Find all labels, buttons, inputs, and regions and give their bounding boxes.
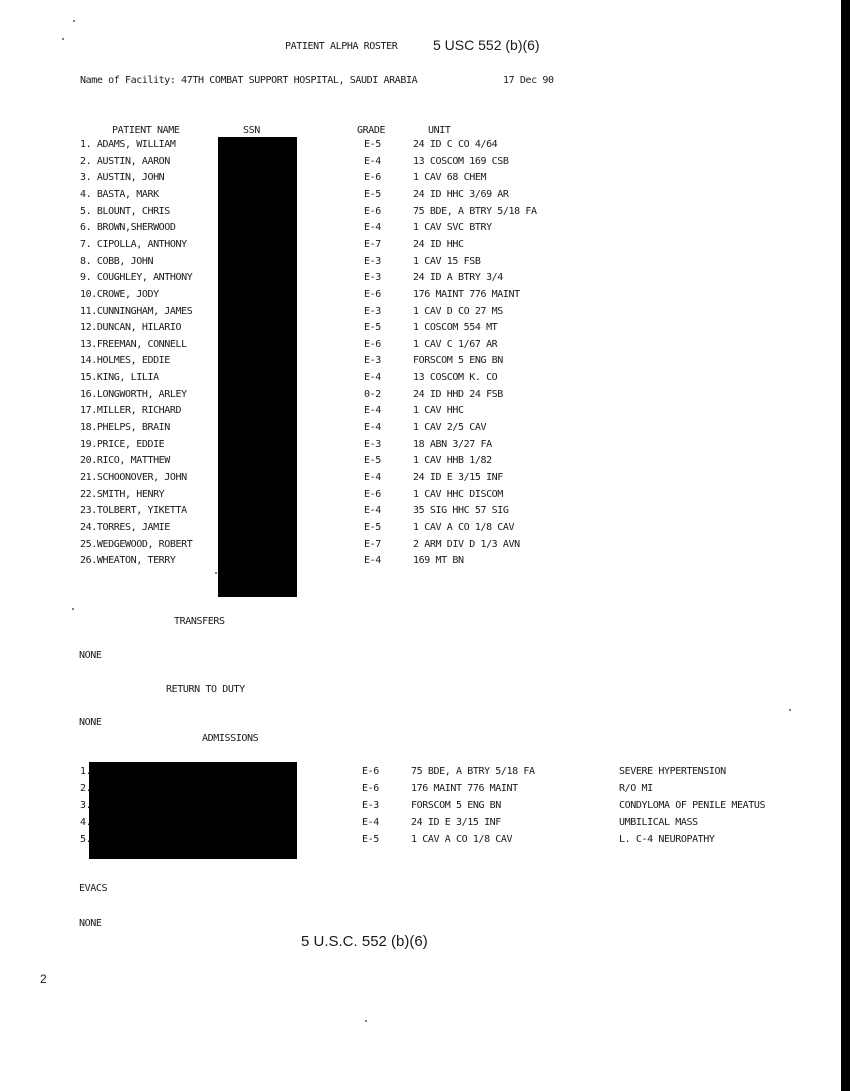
- grade-cell: E-4: [364, 155, 381, 167]
- unit-cell: 1 CAV 68 CHEM: [413, 172, 487, 184]
- admission-number: 4.: [80, 817, 92, 828]
- transfers-value: NONE: [79, 650, 102, 661]
- unit-cell: 1 COSCOM 554 MT: [413, 322, 498, 334]
- grade-cell: E-5: [364, 521, 381, 533]
- admissions-redaction-block: [89, 762, 297, 859]
- grade-cell: E-6: [364, 338, 381, 350]
- patient-name-cell: 15.KING, LILIA: [80, 372, 159, 384]
- grade-cell: E-6: [362, 783, 379, 794]
- unit-cell: 1 CAV 15 FSB: [413, 255, 481, 267]
- unit-cell: FORSCOM 5 ENG BN: [411, 800, 501, 811]
- patient-name-cell: 7. CIPOLLA, ANTHONY: [80, 238, 187, 250]
- patient-name-cell: 20.RICO, MATTHEW: [80, 455, 170, 467]
- admission-number: 2.: [80, 783, 92, 794]
- unit-cell: 24 ID HHD 24 FSB: [413, 388, 503, 400]
- diagnosis-cell: L. C-4 NEUROPATHY: [619, 834, 715, 845]
- grade-cell: E-5: [362, 834, 379, 845]
- diagnosis-cell: R/O MI: [619, 783, 653, 794]
- grade-cell: E-5: [364, 139, 381, 150]
- patient-name-cell: 17.MILLER, RICHARD: [80, 405, 182, 417]
- unit-cell: 1 CAV SVC BTRY: [413, 222, 492, 234]
- patient-name-cell: 21.SCHOONOVER, JOHN: [80, 472, 187, 483]
- unit-cell: 35 SIG HHC 57 SIG: [413, 505, 509, 517]
- patient-name-cell: 11.CUNNINGHAM, JAMES: [80, 305, 193, 317]
- patient-name-cell: 25.WEDGEWOOD, ROBERT: [80, 538, 193, 550]
- grade-cell: E-3: [362, 800, 379, 811]
- admission-number: 3.: [80, 800, 92, 811]
- grade-cell: E-4: [364, 555, 381, 567]
- scan-speck: [72, 608, 74, 610]
- unit-cell: 24 ID A BTRY 3/4: [413, 272, 503, 284]
- unit-cell: 169 MT BN: [413, 555, 464, 567]
- grade-cell: E-3: [364, 272, 381, 284]
- grade-cell: E-5: [364, 322, 381, 334]
- unit-cell: 24 ID HHC: [413, 238, 464, 250]
- patient-name-cell: 18.PHELPS, BRAIN: [80, 422, 170, 434]
- grade-cell: E-3: [364, 438, 381, 450]
- unit-cell: 24 ID C CO 4/64: [413, 139, 498, 150]
- unit-cell: 1 CAV HHC: [413, 405, 464, 417]
- patient-name-cell: 23.TOLBERT, YIKETTA: [80, 505, 187, 517]
- return-to-duty-heading: RETURN TO DUTY: [166, 684, 245, 695]
- col-ssn: SSN: [243, 125, 260, 136]
- report-date: 17 Dec 90: [503, 75, 554, 86]
- unit-cell: 13 COSCOM 169 CSB: [413, 155, 509, 167]
- patient-name-cell: 10.CROWE, JODY: [80, 288, 159, 300]
- unit-cell: 24 ID E 3/15 INF: [411, 817, 501, 828]
- exemption-stamp-bottom: 5 U.S.C. 552 (b)(6): [301, 933, 428, 950]
- unit-cell: 24 ID HHC 3/69 AR: [413, 188, 509, 200]
- col-patient-name: PATIENT NAME: [112, 125, 180, 136]
- evacs-heading: EVACS: [79, 883, 108, 894]
- unit-cell: 1 CAV A CO 1/8 CAV: [413, 521, 515, 533]
- patient-name-cell: 14.HOLMES, EDDIE: [80, 355, 170, 367]
- grade-cell: E-6: [364, 172, 381, 184]
- grade-cell: E-4: [364, 222, 381, 234]
- grade-cell: E-4: [364, 422, 381, 434]
- grade-cell: E-6: [362, 766, 379, 777]
- patient-name-cell: 6. BROWN,SHERWOOD: [80, 222, 176, 234]
- admission-number: 1.: [80, 766, 92, 777]
- patient-name-cell: 12.DUNCAN, HILARIO: [80, 322, 182, 334]
- unit-cell: 18 ABN 3/27 FA: [413, 438, 492, 450]
- patient-name-cell: 16.LONGWORTH, ARLEY: [80, 388, 187, 400]
- scan-speck: [789, 709, 791, 711]
- grade-cell: E-3: [364, 305, 381, 317]
- patient-name-cell: 2. AUSTIN, AARON: [80, 155, 170, 167]
- unit-cell: 1 CAV C 1/67 AR: [413, 338, 498, 350]
- patient-name-cell: 19.PRICE, EDDIE: [80, 438, 165, 450]
- grade-cell: E-5: [364, 455, 381, 467]
- diagnosis-cell: SEVERE HYPERTENSION: [619, 766, 726, 777]
- patient-name-cell: 1. ADAMS, WILLIAM: [80, 139, 176, 150]
- unit-cell: 176 MAINT 776 MAINT: [413, 288, 520, 300]
- unit-cell: 2 ARM DIV D 1/3 AVN: [413, 538, 520, 550]
- scan-speck: [73, 20, 75, 22]
- patient-name-cell: 3. AUSTIN, JOHN: [80, 172, 165, 184]
- grade-cell: E-7: [364, 538, 381, 550]
- patient-name-cell: 24.TORRES, JAMIE: [80, 521, 170, 533]
- patient-name-cell: 8. COBB, JOHN: [80, 255, 154, 267]
- unit-cell: 75 BDE, A BTRY 5/18 FA: [411, 766, 535, 777]
- scan-speck: [62, 38, 64, 40]
- grade-cell: E-3: [364, 355, 381, 367]
- patient-name-cell: 13.FREEMAN, CONNELL: [80, 338, 187, 350]
- unit-cell: FORSCOM 5 ENG BN: [413, 355, 503, 367]
- unit-cell: 1 CAV A CO 1/8 CAV: [411, 834, 513, 845]
- transfers-heading: TRANSFERS: [174, 616, 225, 627]
- return-to-duty-value: NONE: [79, 717, 102, 728]
- grade-cell: E-3: [364, 255, 381, 267]
- patient-name-cell: 22.SMITH, HENRY: [80, 488, 165, 500]
- unit-cell: 176 MAINT 776 MAINT: [411, 783, 518, 794]
- unit-cell: 75 BDE, A BTRY 5/18 FA: [413, 205, 537, 217]
- page-number: 2: [40, 972, 47, 986]
- grade-cell: E-7: [364, 238, 381, 250]
- patient-name-cell: 5. BLOUNT, CHRIS: [80, 205, 170, 217]
- unit-cell: 1 CAV 2/5 CAV: [413, 422, 487, 434]
- unit-cell: 24 ID E 3/15 INF: [413, 472, 503, 483]
- grade-cell: E-6: [364, 205, 381, 217]
- unit-cell: 1 CAV HHC DISCOM: [413, 488, 503, 500]
- scan-speck: [215, 572, 217, 574]
- grade-cell: E-4: [364, 472, 381, 483]
- roster-title: PATIENT ALPHA ROSTER: [285, 41, 398, 52]
- col-grade: GRADE: [357, 125, 386, 136]
- page-right-border: [841, 0, 850, 1091]
- evacs-value: NONE: [79, 918, 102, 929]
- facility-line: Name of Facility: 47TH COMBAT SUPPORT HOSPITAL, SAUDI ARABIA: [80, 75, 418, 86]
- unit-cell: 13 COSCOM K. CO: [413, 372, 498, 384]
- diagnosis-cell: CONDYLOMA OF PENILE MEATUS: [619, 800, 766, 811]
- grade-cell: E-6: [364, 488, 381, 500]
- grade-cell: E-5: [364, 188, 381, 200]
- unit-cell: 1 CAV HHB 1/82: [413, 455, 492, 467]
- unit-cell: 1 CAV D CO 27 MS: [413, 305, 503, 317]
- grade-cell: E-4: [364, 372, 381, 384]
- col-unit: UNIT: [428, 125, 451, 136]
- grade-cell: E-4: [364, 405, 381, 417]
- exemption-stamp-top: 5 USC 552 (b)(6): [433, 37, 540, 53]
- patient-name-cell: 26.WHEATON, TERRY: [80, 555, 176, 567]
- patient-name-cell: 4. BASTA, MARK: [80, 188, 159, 200]
- patient-name-cell: 9. COUGHLEY, ANTHONY: [80, 272, 193, 284]
- ssn-redaction-block: [218, 137, 297, 597]
- admission-number: 5.: [80, 834, 92, 845]
- grade-cell: E-4: [362, 817, 379, 828]
- grade-cell: E-6: [364, 288, 381, 300]
- admissions-heading: ADMISSIONS: [202, 733, 259, 744]
- diagnosis-cell: UMBILICAL MASS: [619, 817, 698, 828]
- grade-cell: E-4: [364, 505, 381, 517]
- scan-speck: [365, 1020, 367, 1022]
- grade-cell: 0-2: [364, 388, 381, 400]
